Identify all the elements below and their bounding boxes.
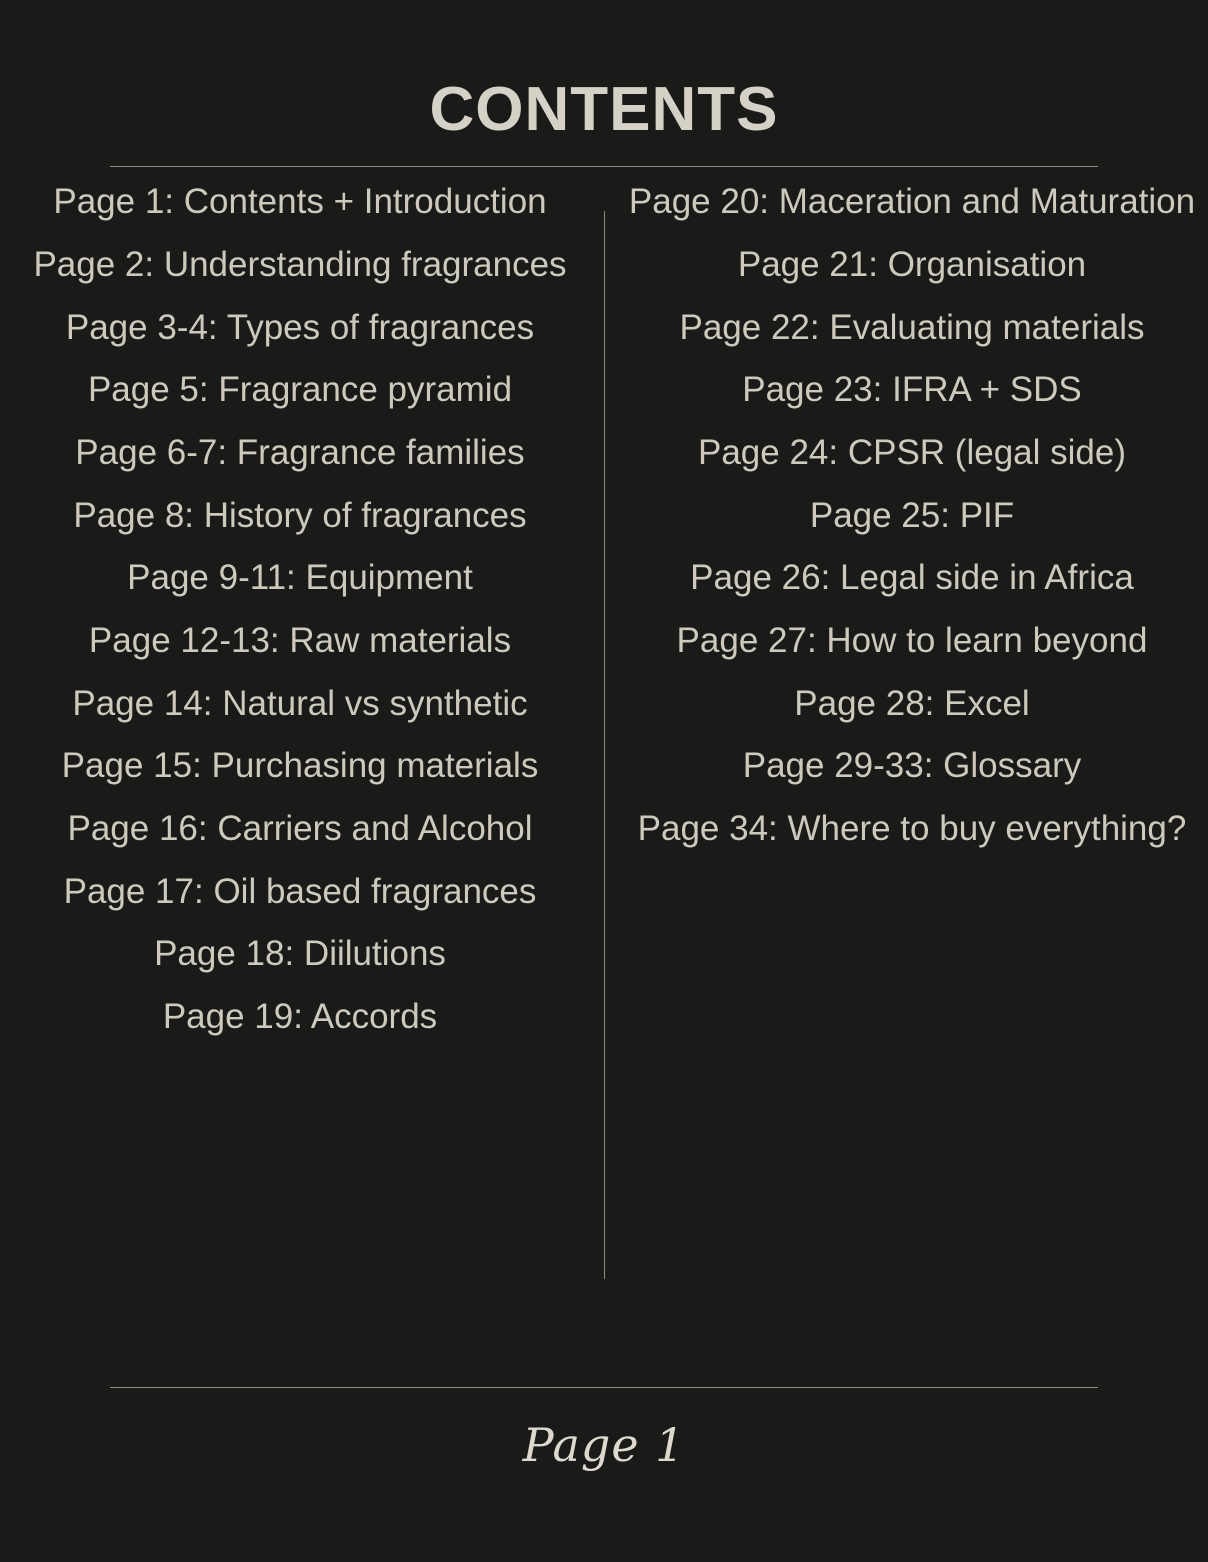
toc-entry[interactable]: Page 5: Fragrance pyramid xyxy=(87,370,513,410)
toc-entry[interactable]: Page 28: Excel xyxy=(794,683,1030,723)
toc-entry[interactable]: Page 16: Carriers and Alcohol xyxy=(67,809,533,849)
footer-divider-rule xyxy=(110,1387,1098,1388)
toc-entry[interactable]: Page 34: Where to buy everything? xyxy=(637,809,1187,849)
toc-entry[interactable]: Page 24: CPSR (legal side) xyxy=(698,432,1126,472)
title-divider-rule xyxy=(110,166,1098,167)
toc-entry[interactable]: Page 27: How to learn beyond xyxy=(676,621,1148,660)
footer-page-label: Page 1 xyxy=(522,1418,686,1472)
toc-entry[interactable]: Page 26: Legal side in Africa xyxy=(690,558,1134,598)
toc-entry[interactable]: Page 8: History of fragrances xyxy=(73,495,527,535)
toc-entry[interactable]: Page 14: Natural vs synthetic xyxy=(72,683,528,723)
toc-entry[interactable]: Page 19: Accords xyxy=(162,997,438,1037)
toc-entry[interactable]: Page 12-13: Raw materials xyxy=(88,621,512,660)
toc-entry[interactable]: Page 29-33: Glossary xyxy=(742,746,1082,786)
contents-right-column xyxy=(604,181,1208,1059)
page-footer xyxy=(0,1418,1208,1472)
toc-entry[interactable]: Page 1: Contents + Introduction xyxy=(53,182,547,222)
toc-entry[interactable]: Page 25: PIF xyxy=(809,495,1015,535)
toc-entry[interactable]: Page 20: Maceration and Maturation xyxy=(628,182,1196,222)
contents-columns xyxy=(0,181,1208,1059)
toc-entry[interactable]: Page 9-11: Equipment xyxy=(127,558,473,598)
toc-entry[interactable]: Page 18: Diilutions xyxy=(154,934,446,974)
toc-entry[interactable]: Page 23: IFRA + SDS xyxy=(742,370,1082,410)
toc-entry[interactable]: Page 21: Organisation xyxy=(737,244,1087,284)
toc-entry[interactable]: Page 6-7: Fragrance families xyxy=(75,432,525,472)
page-title: CONTENTS xyxy=(429,75,779,144)
toc-entry[interactable]: Page 2: Understanding fragrances xyxy=(33,244,567,284)
column-divider-rule xyxy=(604,211,605,1279)
toc-entry[interactable]: Page 22: Evaluating materials xyxy=(679,307,1145,347)
toc-entry[interactable]: Page 17: Oil based fragrances xyxy=(63,871,537,911)
toc-entry[interactable]: Page 3-4: Types of fragrances xyxy=(65,307,535,347)
toc-entry[interactable]: Page 15: Purchasing materials xyxy=(61,746,539,786)
contents-left-column xyxy=(0,181,604,1059)
